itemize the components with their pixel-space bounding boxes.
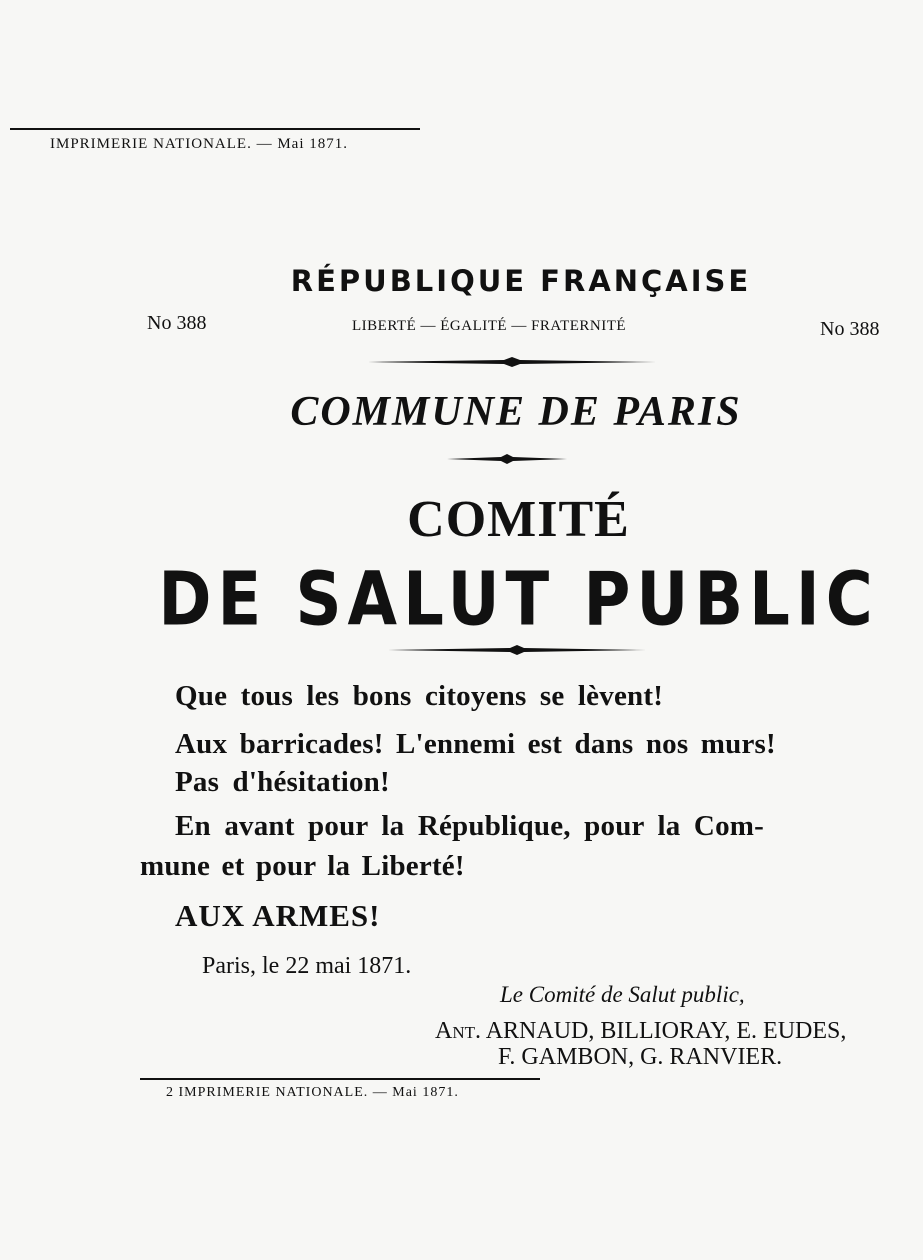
proclamation-line: mune et pour la Liberté! — [140, 850, 465, 882]
top-rule — [10, 128, 420, 130]
signature-prefix: Ant. — [435, 1018, 481, 1044]
ornament-rule-2 — [447, 452, 567, 466]
signature-names: ARNAUD, BILLIORAY, E. EUDES, — [485, 1018, 847, 1044]
proclamation-line: Pas d'hésitation! — [175, 766, 390, 798]
ornament-rule-1 — [368, 355, 656, 369]
proclamation-line: Aux barricades! L'ennemi est dans nos murs! — [175, 728, 776, 760]
ornament-rule-3 — [388, 643, 646, 657]
signature-committee: Le Comité de Salut public, — [500, 982, 745, 1007]
bottom-rule — [140, 1078, 540, 1080]
poster-number-right: No 388 — [820, 318, 880, 340]
republic-title: RÉPUBLIQUE FRANÇAISE — [290, 264, 752, 298]
proclamation-line: En avant pour la République, pour la Com- — [175, 810, 764, 842]
motto: LIBERTÉ — ÉGALITÉ — FRATERNITÉ — [352, 318, 627, 334]
top-imprint: IMPRIMERIE NATIONALE. — Mai 1871. — [50, 136, 348, 152]
comite-title: COMITÉ — [407, 491, 630, 548]
signature-names-line-2: F. GAMBON, G. RANVIER. — [498, 1044, 783, 1070]
date-line: Paris, le 22 mai 1871. — [202, 953, 412, 979]
salut-public-title: DE SALUT PUBLIC — [158, 558, 879, 644]
proclamation-line: Que tous les bons citoyens se lèvent! — [175, 680, 664, 712]
call-to-arms: AUX ARMES! — [175, 898, 381, 933]
bottom-imprint: 2 IMPRIMERIE NATIONALE. — Mai 1871. — [166, 1085, 459, 1100]
poster-number-left: No 388 — [147, 312, 207, 334]
commune-title: COMMUNE DE PARIS — [290, 389, 742, 435]
signature-names-line-1 — [435, 1018, 846, 1045]
